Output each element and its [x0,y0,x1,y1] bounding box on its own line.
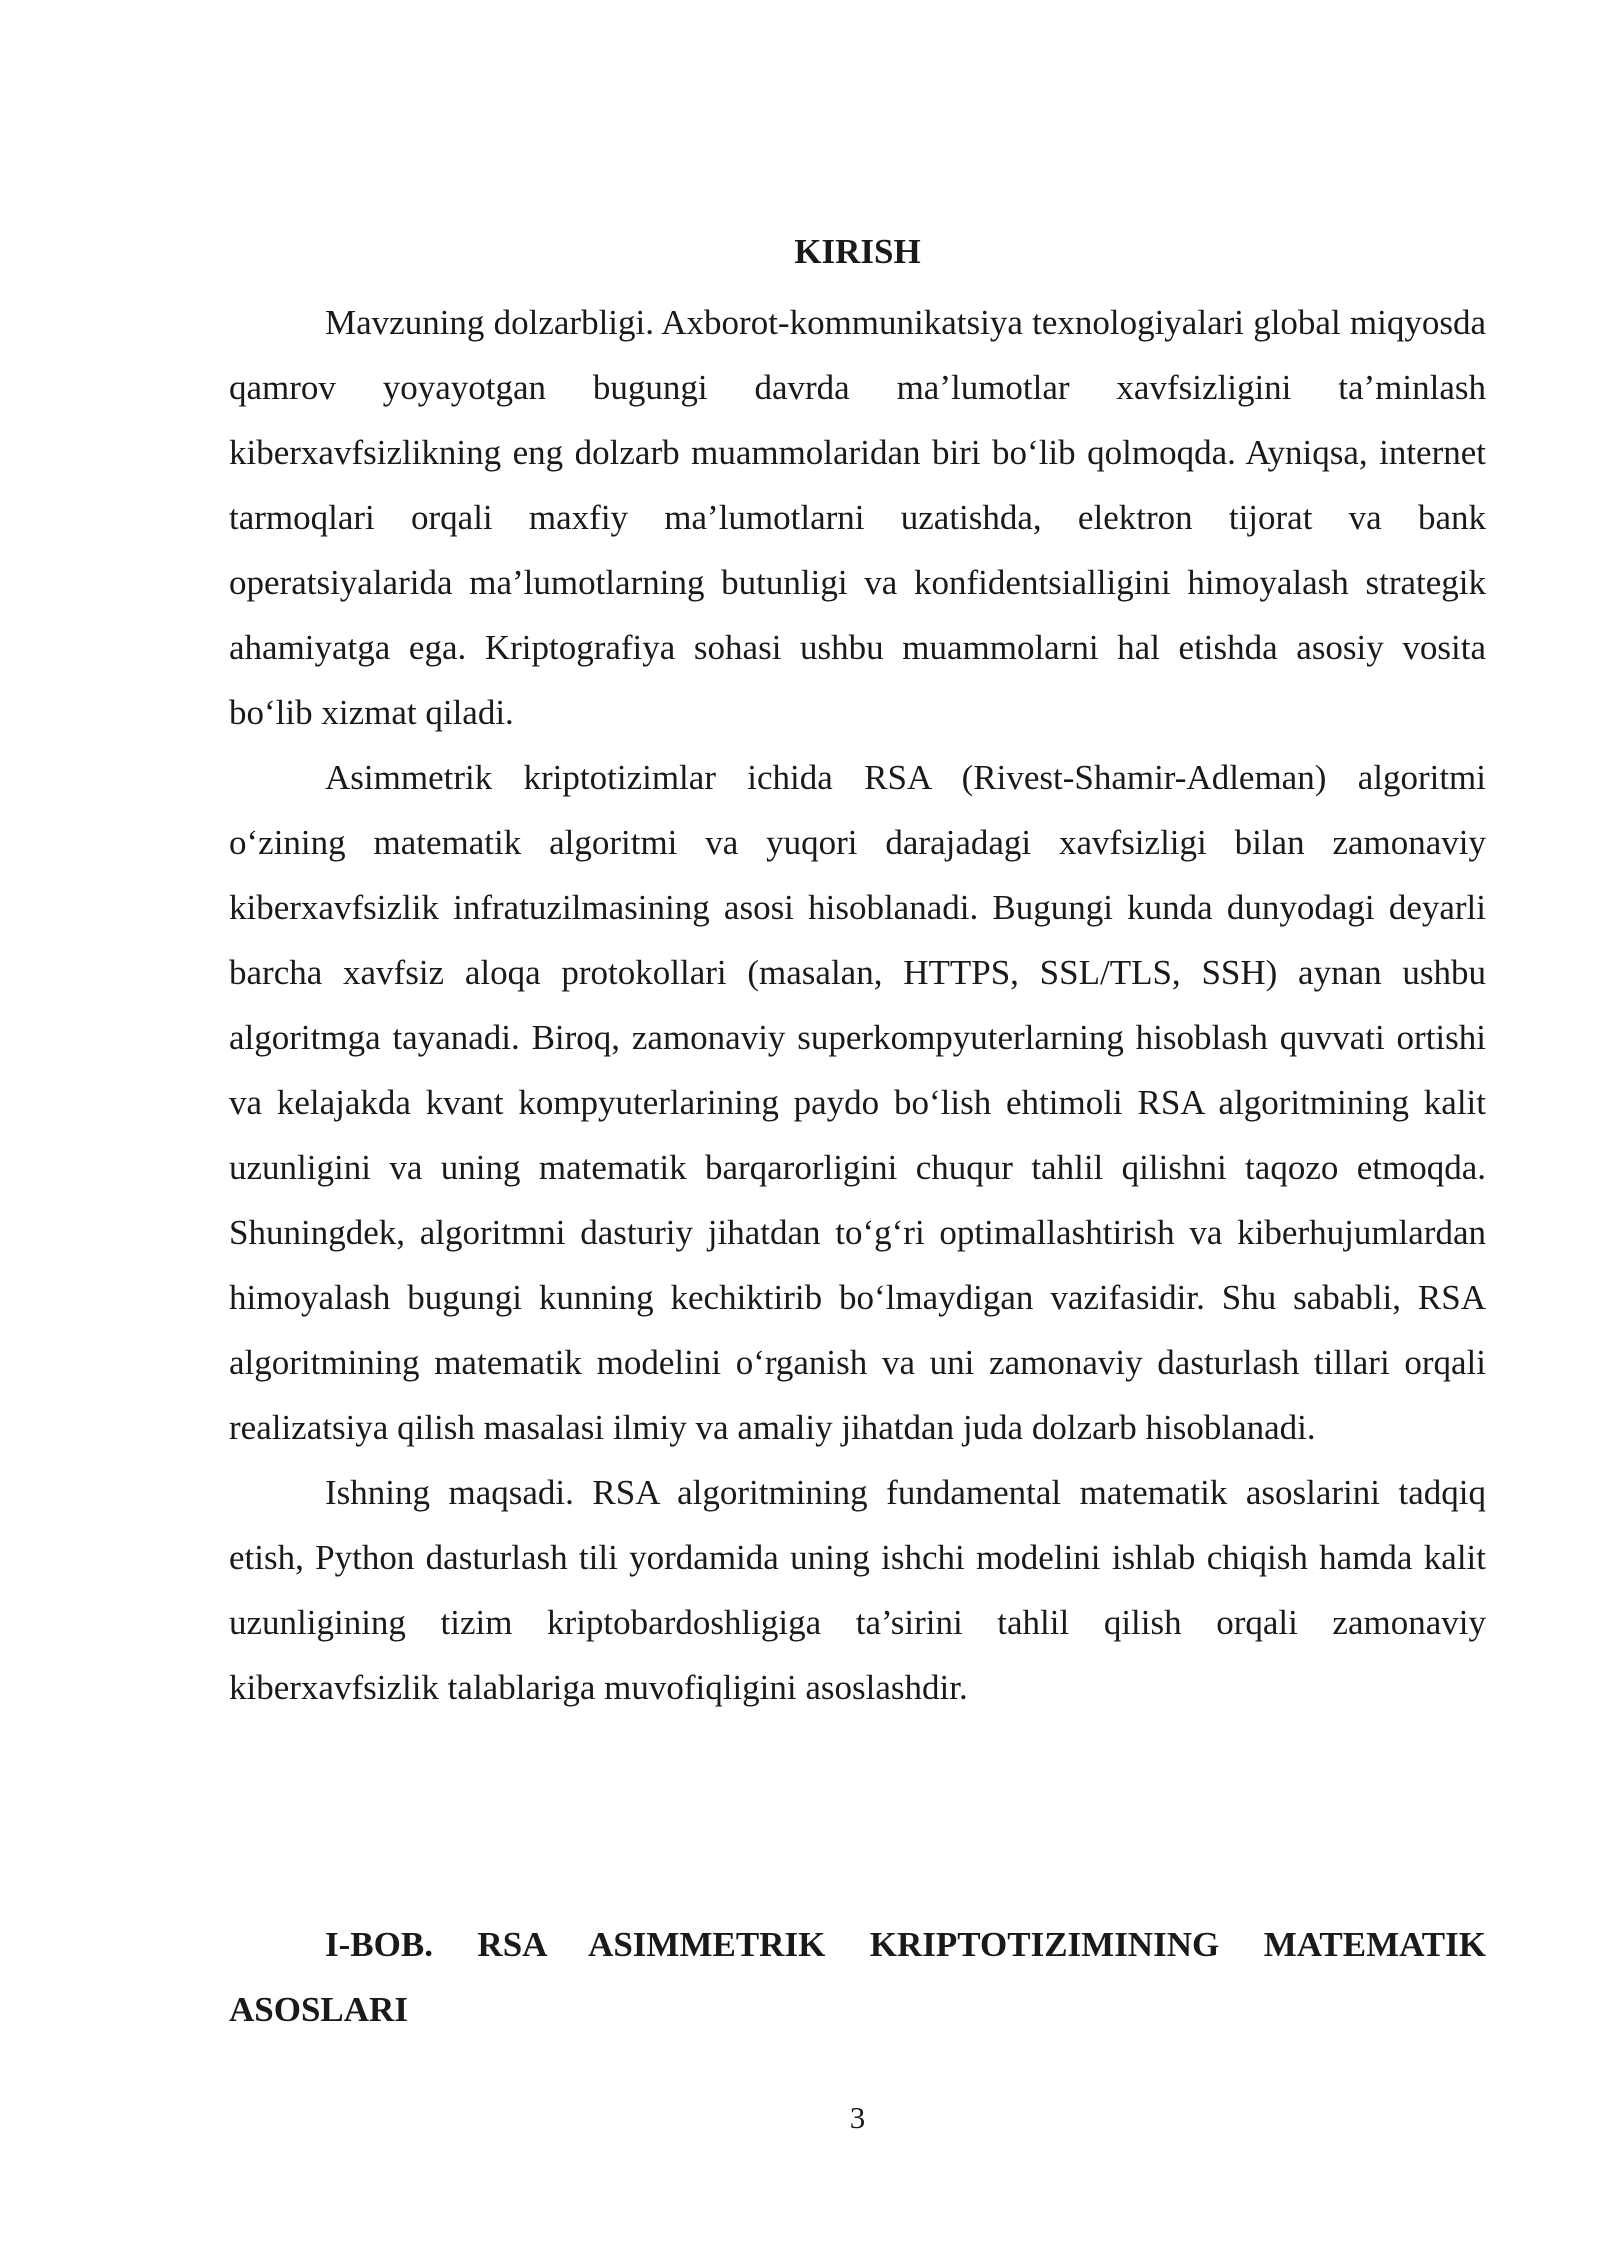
paragraph-relevance: Mavzuning dolzarbligi. Axborot-kommunikatsiya texnologiyalari global miqyosda qamrov yoyayotgan bugungi davrda ma’lumotlar xavfsizligini ta’minlash kiberxavfsizlikning eng dolzarb muammolaridan biri bo‘lib qolmoqda. Ayniqsa, internet tarmoqlari orqali maxfiy ma’lumotlarni uzatishda, elektron tijorat va bank operatsiyalarida ma’lumotlarning butunligi va konfidentsialligini himoyalash strategik ahamiyatga ega. Kriptografiya sohasi ushbu muammolarni hal etishda asosiy vosita bo‘lib xizmat qiladi. [229,303,1486,732]
page-number: 3 [849,2100,866,2135]
paragraph-goal: Ishning maqsadi. RSA algoritmining fundamental matematik asoslarini tadqiq etish, Python dasturlash tili yordamida uning ishchi modelini ishlab chiqish hamda kalit uzunligining tizim kriptobardoshligiga ta’sirini tahlil qilish orqali zamonaviy kiberxavfsizlik talablariga muvofiqligini asoslashdir. [229,1473,1486,1707]
chapter-title: I-BOB. RSA ASIMMETRIK KRIPTOTIZIMINING MATEMATIK ASOSLARI [229,1925,1486,2029]
paragraph-rsa-overview: Asimmetrik kriptotizimlar ichida RSA (Rivest-Shamir-Adleman) algoritmi o‘zining matematik algoritmi va yuqori darajadagi xavfsizligi bilan zamonaviy kiberxavfsizlik infratuzilmasining asosi hisoblanadi. Bugungi kunda dunyodagi deyarli barcha xavfsiz aloqa protokollari (masalan, HTTPS, SSL/TLS, SSH) aynan ushbu algoritmga tayanadi. Biroq, zamonaviy superkompyuterlarning hisoblash quvvati ortishi va kelajakda kvant kompyuterlarining paydo bo‘lish ehtimoli RSA algoritmining kalit uzunligini va uning matematik barqarorligini chuqur tahlil qilishni taqozo etmoqda. Shuningdek, algoritmni dasturiy jihatdan to‘g‘ri optimallashtirish va kiberhujumlardan himoyalash bugungi kunning kechiktirib bo‘lmaydigan vazifasidir. Shu sababli, RSA algoritmining matematik modelini o‘rganish va uni zamonaviy dasturlash tillari orqali realizatsiya qilish masalasi ilmiy va amaliy jihatdan juda dolzarb hisoblanadi. [229,758,1486,1447]
section-heading: KIRISH [794,232,921,271]
body-text [229,290,1486,1720]
document-page [229,0,1486,2262]
